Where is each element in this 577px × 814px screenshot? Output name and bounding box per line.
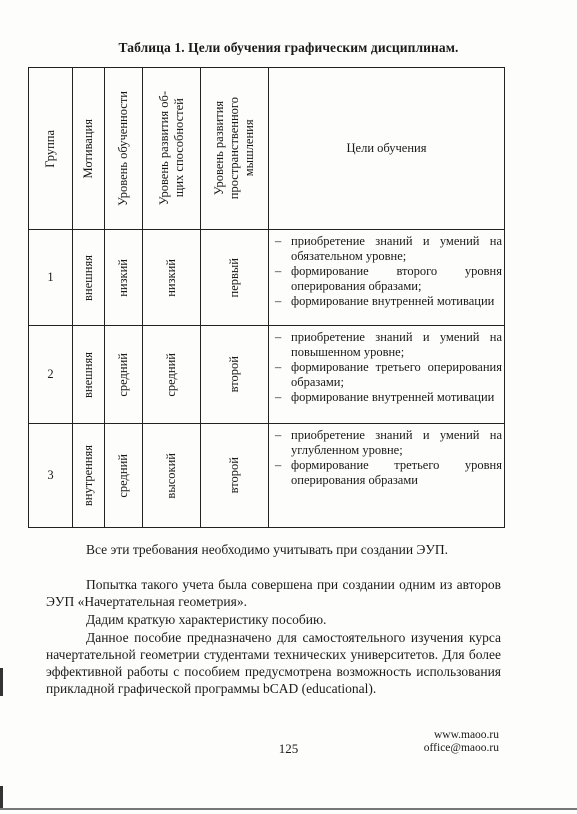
table-header-row <box>29 68 505 230</box>
cell-abilities: низкий <box>143 230 201 326</box>
header-goals: Цели обучения <box>269 68 505 230</box>
header-spatial-level: Уровень развития пространственного мышления <box>201 68 269 230</box>
table-caption: Таблица 1. Цели обучения графическим дисциплинам. <box>118 40 459 55</box>
paragraph-attempt: Попытка такого учета была совершена при создании одним из авторов ЭУП «Начертательная геометрия». <box>46 577 501 609</box>
goal-item: – приобретение знаний и умений на углубленном уровне; <box>275 428 502 457</box>
goal-item: – формирование третьего уровня оперирования образами <box>275 458 502 487</box>
cell-training: средний <box>105 424 143 528</box>
cell-group: 2 <box>29 326 73 424</box>
footer-email: office@maoo.ru <box>423 742 499 754</box>
header-abilities-level: Уровень развития об- щих способностей <box>143 68 201 230</box>
table-row <box>29 326 505 424</box>
page-number: 125 <box>278 741 299 756</box>
cell-spatial: второй <box>201 424 269 528</box>
cell-spatial: первый <box>201 230 269 326</box>
cell-training: средний <box>105 326 143 424</box>
cell-group: 1 <box>29 230 73 326</box>
paragraph-requirements: Все эти требования необходимо учитывать при создании ЭУП. <box>86 542 449 557</box>
cell-spatial: второй <box>201 326 269 424</box>
goal-item: – формирование третьего оперирования образами; <box>275 360 502 389</box>
cell-abilities: средний <box>143 326 201 424</box>
cell-goals <box>269 230 505 326</box>
goal-item: – приобретение знаний и умений на повышенном уровне; <box>275 330 502 359</box>
cell-motivation: внешняя <box>73 230 105 326</box>
table-row <box>29 230 505 326</box>
goal-item: – формирование внутренней мотивации <box>275 294 495 308</box>
scan-mark <box>0 668 3 696</box>
header-motivation: Мотивация <box>73 68 105 230</box>
cell-motivation: внешняя <box>73 326 105 424</box>
cell-group: 3 <box>29 424 73 528</box>
paragraph-summary-intro: Дадим краткую характеристику пособию. <box>86 612 327 627</box>
header-training-level: Уровень обученности <box>105 68 143 230</box>
goals-table <box>28 67 505 528</box>
header-group: Группа <box>29 68 73 230</box>
goal-item: – формирование второго уровня оперирования образами; <box>275 264 502 293</box>
goal-item: – формирование внутренней мотивации <box>275 390 495 404</box>
cell-goals <box>269 326 505 424</box>
goal-item: – приобретение знаний и умений на обязательном уровне; <box>275 234 502 263</box>
table-row <box>29 424 505 528</box>
footer-website: www.maoo.ru <box>433 729 499 741</box>
cell-goals <box>269 424 505 528</box>
paragraph-manual-description: Данное пособие предназначено для самостоятельного изучения курса начертательной геометрии студентами технических университетов. Для более эффективной работы с пособием предусмотрена возможность использования прикладной графической программы bCAD (educational). <box>46 630 501 696</box>
scan-mark <box>0 786 3 810</box>
cell-motivation: внутренняя <box>73 424 105 528</box>
cell-abilities: высокий <box>143 424 201 528</box>
scan-edge-line <box>0 808 577 810</box>
cell-training: низкий <box>105 230 143 326</box>
